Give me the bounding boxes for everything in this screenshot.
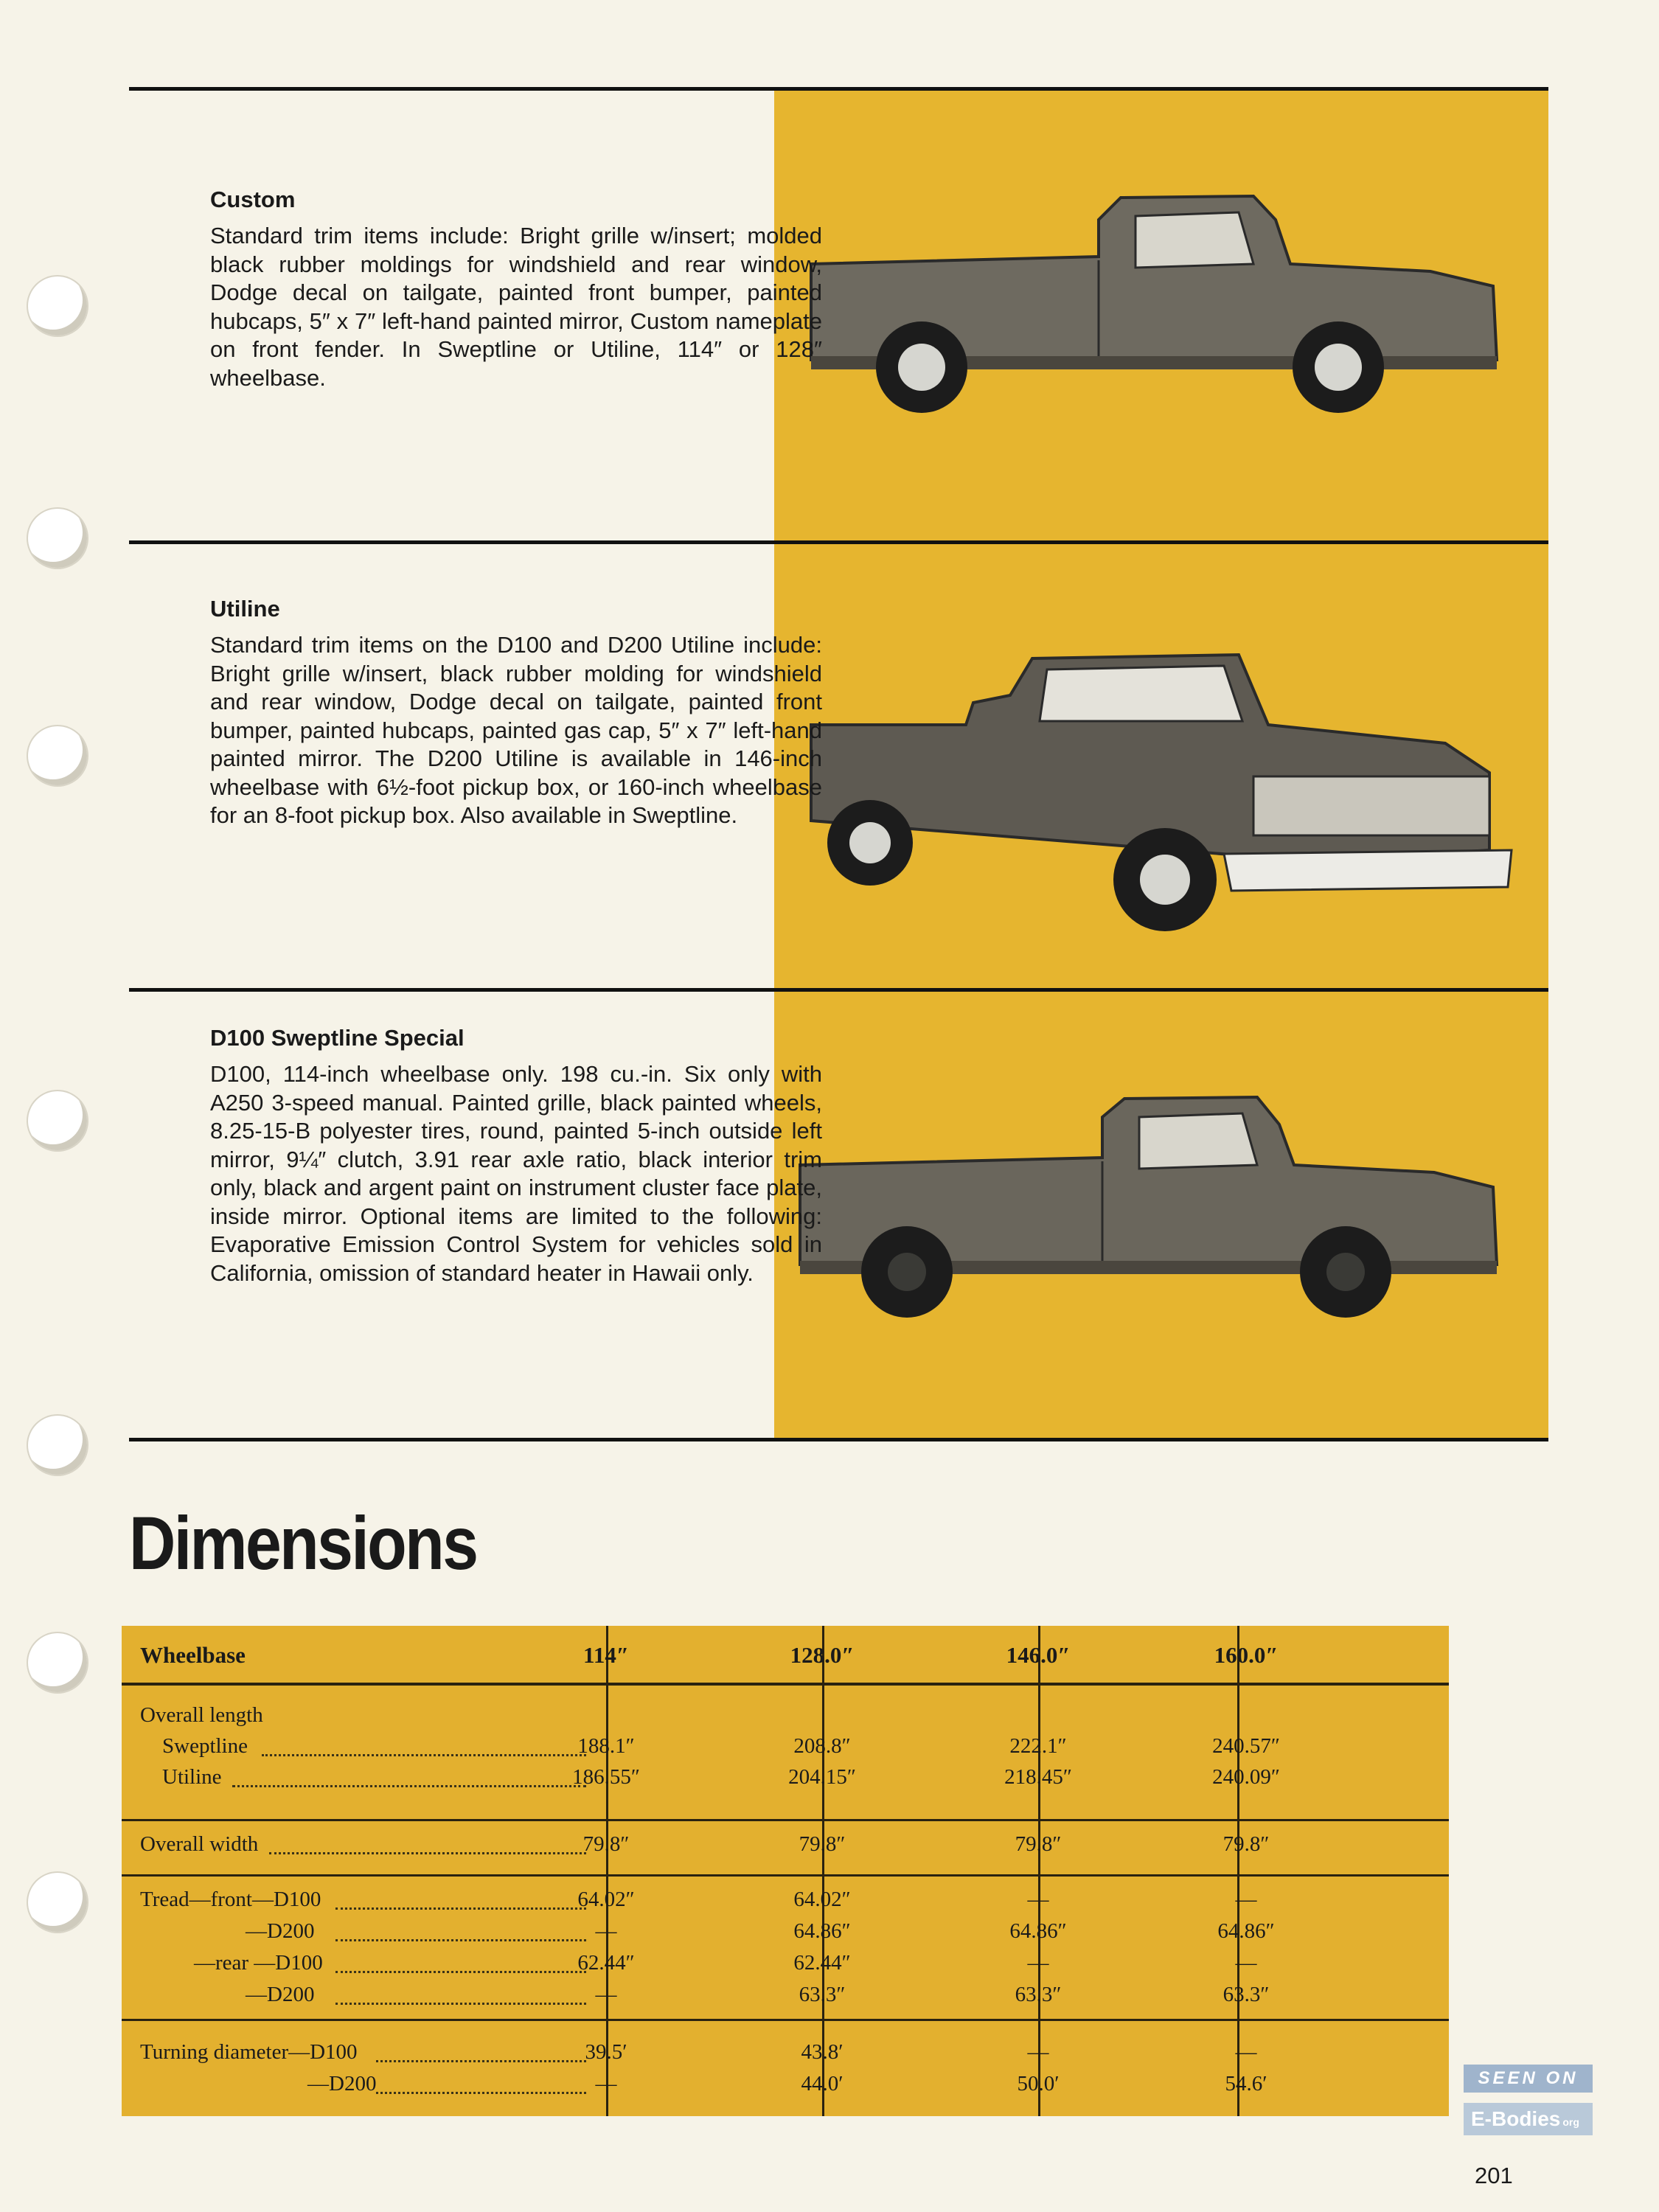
badge-line1: SEEN ON (1464, 2065, 1593, 2093)
header-col-2: 128.0″ (790, 1642, 855, 1668)
section-custom (129, 87, 1548, 540)
photo-panel (774, 91, 1548, 540)
binder-hole (28, 1873, 87, 1932)
cell-trd200-160: 63.3″ (1222, 1983, 1270, 2006)
cell-trd100-146: — (1027, 1951, 1049, 1975)
truck-photo-utiline (782, 614, 1526, 953)
section-sweptline-special (129, 988, 1548, 1438)
cell-utiline-160: 240.09″ (1212, 1765, 1280, 1789)
page-number: 201 (1475, 2163, 1513, 2188)
row-divider (122, 1683, 1449, 1686)
row-label-tread-front-d200: —D200 (246, 1919, 315, 1943)
badge-suffix: org (1562, 2116, 1579, 2128)
cell-tdd100-160: — (1235, 2040, 1257, 2064)
section-body: D100, 114-inch wheelbase only. 198 cu.-in. Six only with A250 3-speed manual. Painted grille, black painted wheels, 8.25-15-B polyester tires, round, painted 5-inch outside left mirror, 9¼″ clutch, 3.91 rear axle ratio, black interior trim only, black and argent paint on instrument cluster face plate, inside mirror. Optional items are limited to the following: Evaporative Emission Control System for vehicles sold in California, omission of standard heater in Hawaii only. (210, 1061, 822, 1286)
cell-trd100-160: — (1235, 1951, 1257, 1975)
binder-hole (28, 509, 87, 568)
row-divider (122, 1819, 1449, 1821)
cell-tfd200-146: 64.86″ (1009, 1919, 1067, 1943)
binder-hole (28, 1091, 87, 1150)
cell-sweptline-114: 188.1″ (577, 1734, 635, 1758)
section-heading: Utiline (210, 596, 280, 622)
cell-tfd200-160: 64.86″ (1217, 1919, 1275, 1943)
binder-hole (28, 1633, 87, 1692)
row-label-tread-rear-d100: —rear —D100 (194, 1951, 323, 1975)
row-label-utiline: Utiline (162, 1765, 222, 1789)
row-label-turning-d200: —D200 (307, 2072, 377, 2096)
section-body: Standard trim items include: Bright grille w/insert; molded black rubber moldings for windshield and rear window, Dodge decal on tailgate, painted front bumper, painted hubcaps, 5″ x 7″ left-hand painted mirror, Custom nameplate on front fender. In Sweptline or Utiline, 114″ or 128″ wheelbase. (210, 223, 822, 391)
divider-rule (129, 1438, 1548, 1441)
dimensions-title: Dimensions (129, 1501, 477, 1585)
cell-trd200-146: 63.3″ (1015, 1983, 1062, 2006)
header-wheelbase: Wheelbase (140, 1642, 246, 1668)
cell-tdd200-114: — (595, 2072, 617, 2096)
cell-width-160: 79.8″ (1222, 1832, 1270, 1856)
seen-on-ebodies-badge (1464, 2065, 1593, 2142)
section-utiline (129, 540, 1548, 988)
row-label-overall-length: Overall length (140, 1703, 263, 1727)
cell-sweptline-146: 222.1″ (1009, 1734, 1067, 1758)
cell-tfd100-114: 64.02″ (577, 1888, 635, 1911)
binder-hole (28, 276, 87, 335)
cell-sweptline-128: 208.8″ (793, 1734, 851, 1758)
cell-utiline-146: 218.45″ (1004, 1765, 1072, 1789)
binder-hole (28, 1416, 87, 1475)
photo-panel (774, 992, 1548, 1438)
photo-panel (774, 544, 1548, 988)
cell-tfd100-146: — (1027, 1888, 1049, 1911)
cell-width-114: 79.8″ (582, 1832, 630, 1856)
badge-line2: E-Bodies (1471, 2107, 1561, 2130)
row-label-tread-front-d100: Tread—front—D100 (140, 1888, 321, 1911)
binder-hole (28, 726, 87, 785)
row-label-tread-rear-d200: —D200 (246, 1983, 315, 2006)
cell-tdd200-128: 44.0′ (801, 2072, 844, 2096)
row-divider (122, 2019, 1449, 2021)
section-body: Standard trim items on the D100 and D200 Utiline include: Bright grille w/insert, black rubber molding for windshield and rear window, Dodge decal on tailgate, painted front bumper, painted hubcaps, painted gas cap, 5″ x 7″ left-hand painted mirror. The D200 Utiline is available in 146-inch wheelbase with 6½-foot pickup box, or 160-inch wheelbase for an 8-foot pickup box. Also available in Sweptline. (210, 632, 822, 828)
row-label-overall-width: Overall width (140, 1832, 259, 1856)
cell-tfd100-128: 64.02″ (793, 1888, 851, 1911)
cell-width-128: 79.8″ (799, 1832, 846, 1856)
section-heading: D100 Sweptline Special (210, 1025, 465, 1051)
cell-tdd200-146: 50.0′ (1017, 2072, 1060, 2096)
cell-trd100-114: 62.44″ (577, 1951, 635, 1975)
cell-tdd100-114: 39.5′ (585, 2040, 627, 2064)
cell-utiline-128: 204.15″ (788, 1765, 856, 1789)
header-col-1: 114″ (583, 1642, 629, 1668)
dimensions-table (122, 1626, 1449, 2116)
cell-tdd100-146: — (1027, 2040, 1049, 2064)
header-col-4: 160.0″ (1214, 1642, 1279, 1668)
truck-photo-sweptline-special (785, 1084, 1523, 1349)
cell-tfd100-160: — (1235, 1888, 1257, 1911)
truck-photo-custom (789, 175, 1519, 426)
row-divider (122, 1874, 1449, 1877)
cell-trd100-128: 62.44″ (793, 1951, 851, 1975)
cell-trd200-128: 63.3″ (799, 1983, 846, 2006)
cell-tdd200-160: 54.6′ (1225, 2072, 1267, 2096)
cell-tfd200-128: 64.86″ (793, 1919, 851, 1943)
cell-trd200-114: — (595, 1983, 617, 2006)
cell-utiline-114: 186.55″ (572, 1765, 640, 1789)
row-label-sweptline: Sweptline (162, 1734, 248, 1758)
cell-tdd100-128: 43.8′ (801, 2040, 844, 2064)
cell-tfd200-114: — (595, 1919, 617, 1943)
cell-width-146: 79.8″ (1015, 1832, 1062, 1856)
cell-sweptline-160: 240.57″ (1212, 1734, 1280, 1758)
row-label-turning-d100: Turning diameter—D100 (140, 2040, 358, 2064)
header-col-3: 146.0″ (1006, 1642, 1071, 1668)
section-heading: Custom (210, 187, 296, 212)
